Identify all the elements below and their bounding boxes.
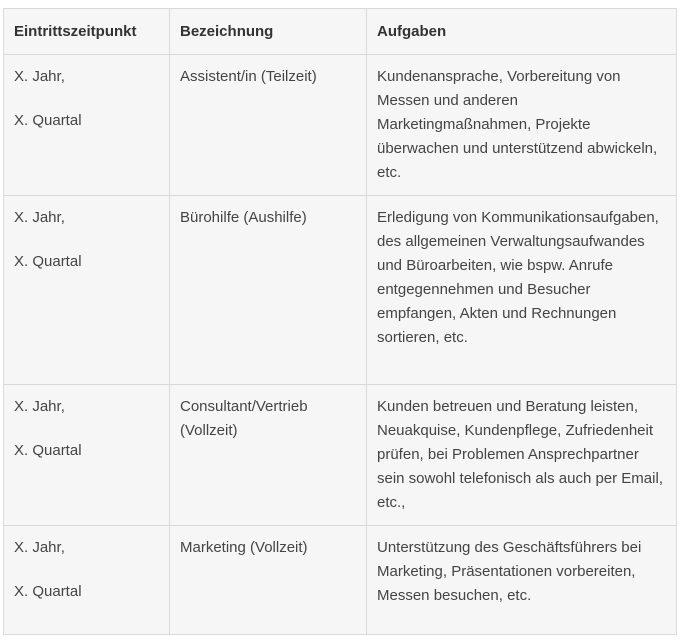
header-entry-date: Eintrittszeitpunkt	[4, 9, 170, 55]
designation-cell: Marketing (Vollzeit)	[170, 526, 367, 635]
entry-date-cell	[4, 385, 170, 526]
tasks-cell: Kundenansprache, Vorbereitung von Messen und anderen Marketingmaßnahmen, Projekte überwachen und unterstützend abwickeln, etc.	[367, 55, 677, 196]
entry-date-cell	[4, 55, 170, 196]
entry-year: X. Jahr,	[14, 398, 65, 415]
table-row	[4, 526, 677, 635]
header-tasks: Aufgaben	[367, 9, 677, 55]
tasks-cell: Unterstützung des Geschäftsführers bei Marketing, Präsentationen vorbereiten, Messen besuchen, etc.	[367, 526, 677, 635]
entry-date-cell	[4, 196, 170, 385]
entry-year: X. Jahr,	[14, 209, 65, 226]
tasks-cell: Kunden betreuen und Beratung leisten, Neuakquise, Kundenpflege, Zufriedenheit prüfen, bei Problemen Ansprechpartner sein sowohl telefonisch als auch per Email, etc.,	[367, 385, 677, 526]
designation-cell: Bürohilfe (Aushilfe)	[170, 196, 367, 385]
table-row	[4, 385, 677, 526]
entry-quarter: X. Quartal	[14, 583, 82, 600]
entry-date-cell	[4, 526, 170, 635]
tasks-cell: Erledigung von Kommunikationsaufgaben, des allgemeinen Verwaltungsaufwandes und Büroarbeiten, wie bspw. Anrufe entgegennehmen und Besucher empfangen, Akten und Rechnungen sortieren, etc.	[367, 196, 677, 385]
entry-year: X. Jahr,	[14, 539, 65, 556]
entry-quarter: X. Quartal	[14, 112, 82, 129]
designation-cell: Assistent/in (Teilzeit)	[170, 55, 367, 196]
designation-cell: Consultant/Vertrieb (Vollzeit)	[170, 385, 367, 526]
entry-quarter: X. Quartal	[14, 442, 82, 459]
header-designation: Bezeichnung	[170, 9, 367, 55]
table-header-row	[4, 9, 677, 55]
table-row	[4, 196, 677, 385]
entry-quarter: X. Quartal	[14, 253, 82, 270]
entry-year: X. Jahr,	[14, 68, 65, 85]
staff-planning-table	[3, 8, 677, 635]
table-row	[4, 55, 677, 196]
staff-planning-table-container	[3, 8, 676, 635]
